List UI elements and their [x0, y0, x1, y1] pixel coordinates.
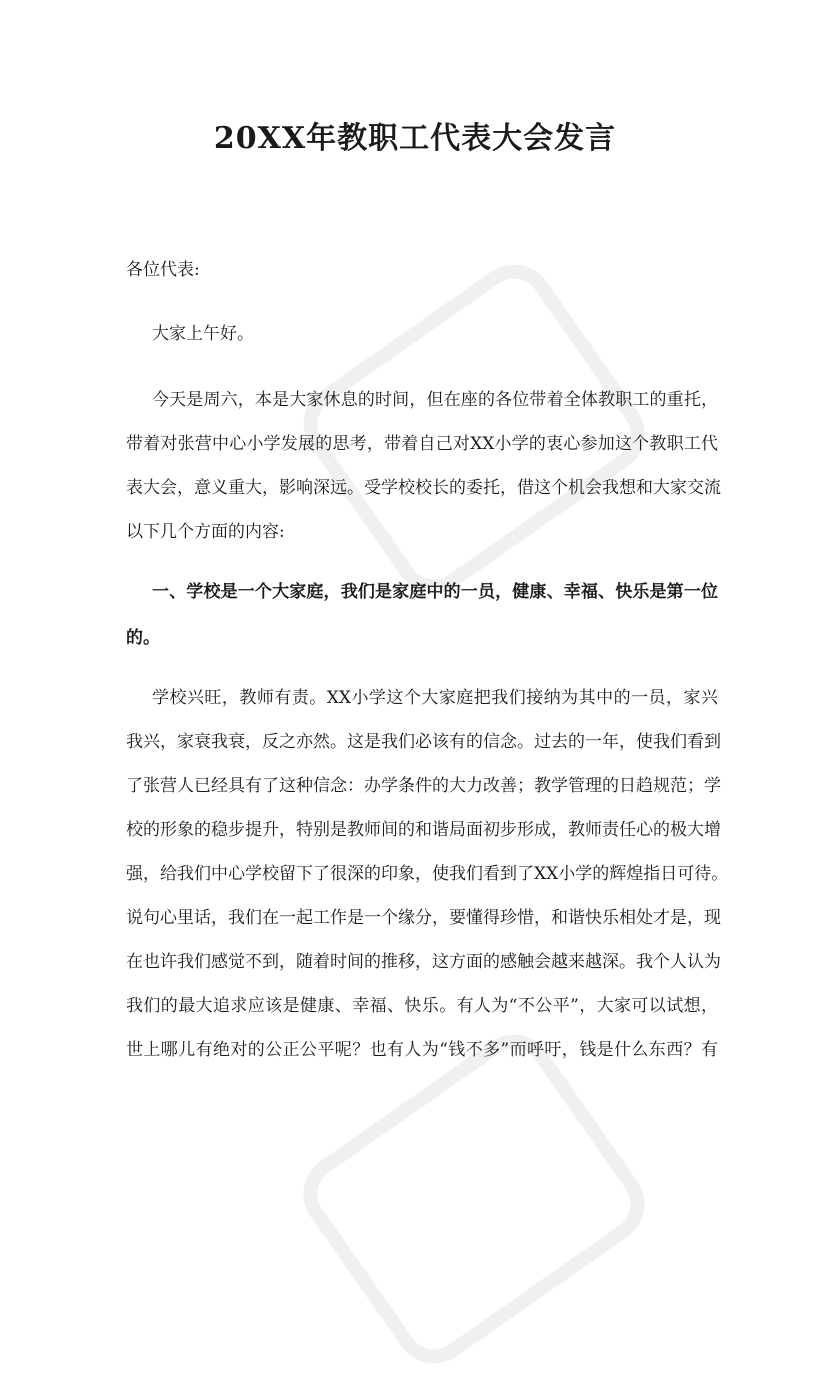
body-line: 学校兴旺，教师有责。XX小学这个大家庭把我们接纳为其中的一员，家兴	[152, 688, 718, 708]
body-line: 我们的最大追求应该是健康、幸福、快乐。有人为“不公平”，大家可以试想，	[126, 996, 718, 1016]
intro-line: 带着对张营中心小学发展的思考，带着自己对XX小学的衷心参加这个教职工代	[126, 434, 718, 454]
body-line: 说句心里话，我们在一起工作是一个缘分，要懂得珍惜，和谐快乐相处才是，现	[126, 908, 721, 928]
body-line: 在也许我们感觉不到，随着时间的推移，这方面的感触会越来越深。我个人认为	[126, 952, 721, 972]
intro-line: 以下几个方面的内容:	[126, 522, 285, 542]
intro-line: 表大会，意义重大，影响深远。受学校校长的委托，借这个机会我想和大家交流	[126, 478, 721, 498]
body-line: 我兴，家衰我衰，反之亦然。这是我们必该有的信念。过去的一年，使我们看到	[126, 732, 721, 752]
body-line: 了张营人已经具有了这种信念：办学条件的大力改善；教学管理的日趋规范；学	[126, 776, 721, 796]
document-body	[126, 0, 729, 1174]
body-line: 校的形象的稳步提升，特别是教师间的和谐局面初步形成，教师责任心的极大增	[126, 820, 721, 840]
section-heading-line: 的。	[126, 628, 160, 648]
intro-line: 今天是周六，本是大家休息的时间，但在座的各位带着全体教职工的重托，	[152, 390, 718, 410]
section-heading-line: 一、学校是一个大家庭，我们是家庭中的一员，健康、幸福、快乐是第一位	[152, 582, 718, 602]
greeting: 大家上午好。	[152, 324, 254, 344]
document-title: 20XX年教职工代表大会发言	[213, 121, 617, 156]
body-line: 世上哪儿有绝对的公正公平呢？也有人为“钱不多”而呼吁，钱是什么东西？有	[126, 1040, 718, 1060]
salutation: 各位代表:	[126, 260, 200, 280]
body-line: 强，给我们中心学校留下了很深的印象，使我们看到了XX小学的辉煌指日可待。	[126, 864, 729, 884]
